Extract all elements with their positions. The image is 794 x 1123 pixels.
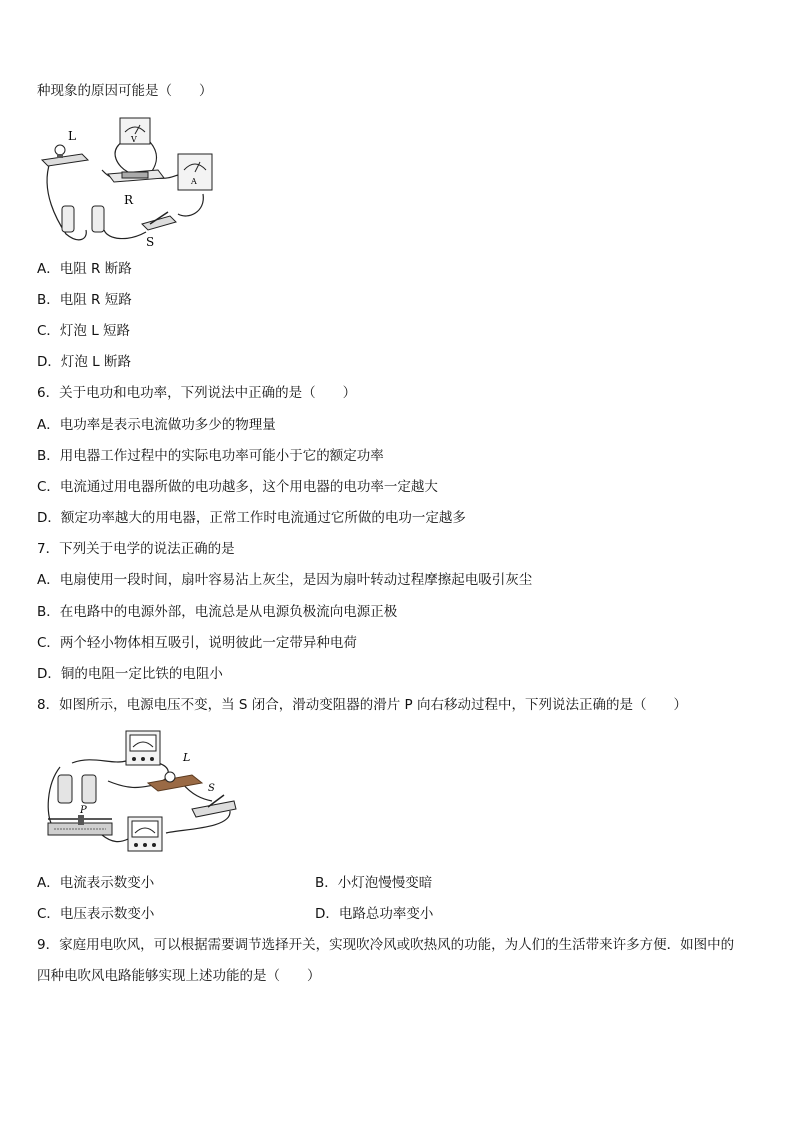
q5-label-V: V (131, 135, 137, 144)
q8-option-c: C．电压表示数变小 (37, 906, 155, 922)
q7-option-c: C．两个轻小物体相互吸引，说明彼此一定带异种电荷 (37, 635, 357, 651)
q8-label-S: S (208, 783, 215, 794)
q9-stem-line1: 9．家庭用电吹风，可以根据需要调节选择开关，实现吹冷风或吹热风的功能，为人们的生活带来许多方便．如图中的 (37, 937, 735, 953)
q5-label-S: S (146, 235, 155, 249)
q8-circuit-figure (42, 725, 237, 860)
q7-option-d: D．铜的电阻一定比铁的电阻小 (37, 666, 223, 682)
q6-option-c: C．电流通过用电器所做的电功越多，这个用电器的电功率一定越大 (37, 479, 438, 495)
q6-stem: 6．关于电功和电功率，下列说法中正确的是（ ） (37, 385, 357, 401)
q5-label-R: R (124, 193, 134, 207)
q8-option-a: A．电流表示数变小 (37, 875, 155, 891)
q5-option-d: D．灯泡 L 断路 (37, 354, 131, 370)
q5-option-a: A．电阻 R 断路 (37, 261, 132, 277)
q5-option-b: B．电阻 R 短路 (37, 292, 132, 308)
q7-option-a: A．电扇使用一段时间，扇叶容易沾上灰尘，是因为扇叶转动过程摩擦起电吸引灰尘 (37, 572, 533, 588)
q7-option-b: B．在电路中的电源外部，电流总是从电源负极流向电源正极 (37, 604, 398, 620)
q5-circuit-figure (38, 112, 223, 252)
q8-option-d: D．电路总功率变小 (315, 906, 434, 922)
q6-option-a: A．电功率是表示电流做功多少的物理量 (37, 417, 276, 433)
q5-label-A: A (191, 177, 197, 186)
q6-option-d: D．额定功率越大的用电器，正常工作时电流通过它所做的电功一定越多 (37, 510, 466, 526)
q7-stem: 7．下列关于电学的说法正确的是 (37, 541, 235, 557)
q6-option-b: B．用电器工作过程中的实际电功率可能小于它的额定功率 (37, 448, 384, 464)
q8-label-P: P (80, 805, 87, 816)
q8-stem: 8．如图所示，电源电压不变，当 S 闭合，滑动变阻器的滑片 P 向右移动过程中，下列说法正确的是（ ） (37, 697, 687, 713)
q8-option-b: B．小灯泡慢慢变暗 (315, 875, 433, 891)
q5-stem-tail: 种现象的原因可能是（ ） (37, 83, 213, 99)
q5-label-L: L (68, 129, 76, 143)
q5-option-c: C．灯泡 L 短路 (37, 323, 131, 339)
q8-label-L: L (183, 751, 191, 764)
q9-stem-line2: 四种电吹风电路能够实现上述功能的是（ ） (37, 968, 321, 984)
